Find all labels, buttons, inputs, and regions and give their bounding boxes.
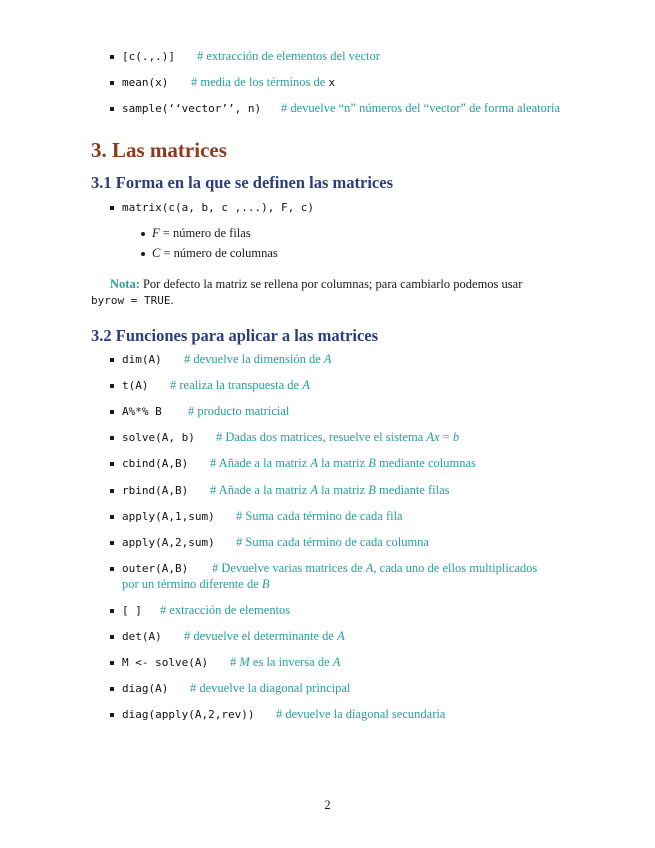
sublist-desc: = número de filas bbox=[159, 226, 251, 240]
comment-text: # media de los términos de bbox=[191, 75, 329, 89]
bullet bbox=[110, 81, 114, 85]
code-snippet: outer(A,B) bbox=[122, 562, 189, 575]
code-snippet: t(A) bbox=[122, 379, 149, 392]
bullet bbox=[110, 661, 114, 665]
comment-text: mediante filas bbox=[375, 483, 450, 497]
comment bbox=[230, 655, 340, 670]
section-title: 3. Las matrices bbox=[91, 138, 227, 162]
comment-text: # bbox=[230, 655, 240, 669]
comment-text: la matriz bbox=[317, 483, 369, 497]
code-snippet: sample(‘‘vector’’, n) bbox=[122, 102, 262, 115]
comment bbox=[216, 430, 459, 445]
math-var: C bbox=[152, 246, 161, 260]
code-snippet: dim(A) bbox=[122, 353, 162, 366]
comment: # devuelve “n” números del “vector” de forma aleatoria bbox=[281, 101, 561, 115]
sublist-desc: = número de columnas bbox=[160, 246, 278, 260]
comment bbox=[210, 456, 476, 471]
subsection-title: 3.1 Forma en la que se definen las matrices bbox=[91, 173, 394, 192]
math-var: B bbox=[261, 577, 270, 591]
comment bbox=[170, 378, 310, 393]
math-var: A bbox=[332, 655, 341, 669]
comment bbox=[184, 629, 345, 644]
comment bbox=[191, 75, 335, 90]
math-var: A bbox=[302, 378, 310, 392]
bullet bbox=[110, 358, 114, 362]
sublist-text bbox=[152, 226, 251, 241]
code-snippet: apply(A,1,sum) bbox=[122, 510, 215, 523]
note-paragraph bbox=[91, 276, 581, 309]
bullet bbox=[110, 609, 114, 613]
math-var: B bbox=[368, 456, 376, 470]
bullet bbox=[110, 567, 114, 571]
math-var: A bbox=[310, 483, 318, 497]
comment-text: , cada uno de ellos multiplicados bbox=[373, 561, 538, 575]
bullet bbox=[110, 635, 114, 639]
bullet bbox=[110, 713, 114, 717]
comment: # devuelve la diagonal principal bbox=[190, 681, 351, 695]
bullet bbox=[110, 107, 114, 111]
comment: # producto matricial bbox=[188, 404, 290, 418]
math-var: A bbox=[365, 561, 374, 575]
bullet bbox=[110, 410, 114, 414]
code-snippet: diag(A) bbox=[122, 682, 169, 695]
bullet bbox=[110, 515, 114, 519]
subsection-title: 3.2 Funciones para aplicar a las matrices bbox=[91, 326, 379, 345]
math-var: B bbox=[368, 483, 376, 497]
code-snippet: A%*% B bbox=[122, 405, 162, 418]
comment bbox=[122, 577, 270, 592]
note-text: Por defecto la matriz se rellena por columnas; para cambiarlo podemos usar bbox=[139, 277, 523, 291]
code-snippet: apply(A,2,sum) bbox=[122, 536, 215, 549]
math-var: F bbox=[152, 226, 160, 240]
code-snippet: [c(.,.)] bbox=[122, 50, 175, 63]
code-snippet: matrix(c(a, b, c ,...), F, c) bbox=[122, 201, 315, 214]
comment bbox=[210, 483, 450, 498]
comment-text: es la inversa de bbox=[249, 655, 333, 669]
bullet bbox=[110, 541, 114, 545]
comment-text: # realiza la transpuesta de bbox=[170, 378, 303, 392]
bullet bbox=[110, 384, 114, 388]
note-code: byrow = TRUE bbox=[91, 294, 171, 307]
comment bbox=[212, 561, 537, 576]
math-var: b bbox=[452, 430, 460, 444]
math-var: M bbox=[239, 655, 250, 669]
code-snippet: [ ] bbox=[122, 604, 142, 617]
bullet bbox=[110, 206, 114, 210]
comment-text: # Añade a la matriz bbox=[210, 483, 311, 497]
bullet bbox=[110, 687, 114, 691]
comment: # Suma cada término de cada columna bbox=[236, 535, 429, 549]
bullet bbox=[110, 55, 114, 59]
bullet bbox=[141, 232, 145, 236]
code-snippet: diag(apply(A,2,rev)) bbox=[122, 708, 255, 721]
comment-text: # devuelve la dimensión de bbox=[184, 352, 324, 366]
comment: # extracción de elementos del vector bbox=[197, 49, 380, 63]
bullet bbox=[141, 252, 145, 256]
page-number: 2 bbox=[324, 798, 331, 812]
note-label: Nota: bbox=[110, 277, 140, 291]
code-snippet: mean(x) bbox=[122, 76, 169, 89]
comment: # devuelve la diagonal secundaria bbox=[276, 707, 446, 721]
comment-text: # Devuelve varias matrices de bbox=[212, 561, 366, 575]
sublist-text bbox=[152, 246, 278, 261]
note-end: . bbox=[170, 293, 174, 307]
comment-code: x bbox=[328, 76, 336, 89]
bullet bbox=[110, 462, 114, 466]
comment: # Suma cada término de cada fila bbox=[236, 509, 403, 523]
code-snippet: det(A) bbox=[122, 630, 162, 643]
comment bbox=[184, 352, 332, 367]
comment-text: # devuelve el determinante de bbox=[184, 629, 338, 643]
bullet bbox=[110, 489, 114, 493]
code-snippet: solve(A, b) bbox=[122, 431, 195, 444]
comment-text: por un término diferente de bbox=[122, 577, 262, 591]
comment-text: # Dadas dos matrices, resuelve el sistema bbox=[216, 430, 427, 444]
code-snippet: cbind(A,B) bbox=[122, 457, 189, 470]
math-var: A bbox=[337, 629, 345, 643]
comment-text: mediante columnas bbox=[375, 456, 476, 470]
math-var: Ax bbox=[426, 430, 440, 444]
math-var: A bbox=[310, 456, 318, 470]
math-var: A bbox=[323, 352, 332, 366]
comment: # extracción de elementos bbox=[160, 603, 291, 617]
code-snippet: M <- solve(A) bbox=[122, 656, 209, 669]
code-snippet: rbind(A,B) bbox=[122, 484, 189, 497]
bullet bbox=[110, 436, 114, 440]
comment-text: # Añade a la matriz bbox=[210, 456, 311, 470]
comment-text: = bbox=[439, 430, 453, 444]
comment-text: la matriz bbox=[317, 456, 369, 470]
